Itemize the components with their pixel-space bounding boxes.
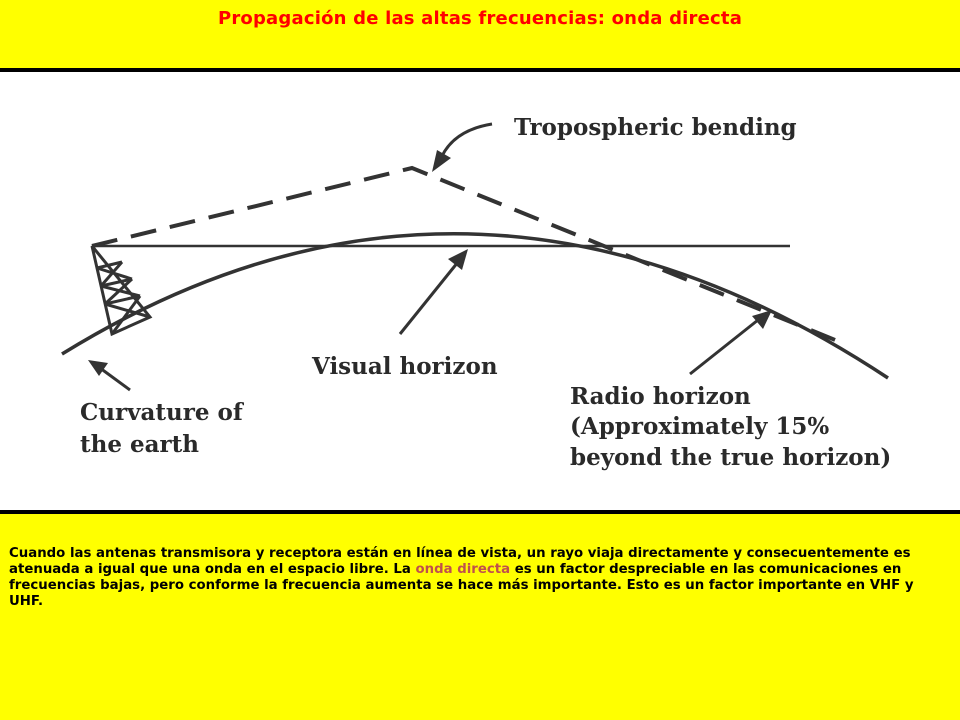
description-paragraph [9,546,949,610]
tropospheric-path [92,168,845,344]
diagram-svg [0,72,960,510]
description-part2: es un factor despreciable en las comunicaciones en frecuencias bajas, pero conforme la frecuencia aumenta se hace más importante. Esto es un factor importante en VHF y UHF. [9,562,914,609]
arrow-radio-horizon [690,310,772,374]
bottom-divider [0,510,960,514]
title-band [0,0,960,68]
label-visual-horizon: Visual horizon [312,353,498,380]
description-highlight: onda directa [415,562,511,577]
arrow-tropospheric [432,124,492,172]
label-radio-line1: Radio horizon [570,383,751,410]
label-tropospheric-bending: Tropospheric bending [514,114,797,141]
arrow-curvature [88,360,130,390]
arrow-visual-horizon [400,249,468,334]
slide-title: Propagación de las altas frecuencias: onda directa [217,8,743,29]
description-part1: Cuando las antenas transmisora y receptora están en línea de vista, un rayo viaja directamente y consecuentemente es atenuada a igual que una onda en el espacio libre. La [9,546,911,577]
propagation-diagram [0,72,960,510]
label-curvature-line2: the earth [80,431,199,458]
label-curvature-line1: Curvature of [80,399,243,426]
label-radio-line2: (Approximately 15% [570,413,830,440]
antenna-tower [92,246,150,334]
label-radio-line3: beyond the true horizon) [570,444,892,471]
